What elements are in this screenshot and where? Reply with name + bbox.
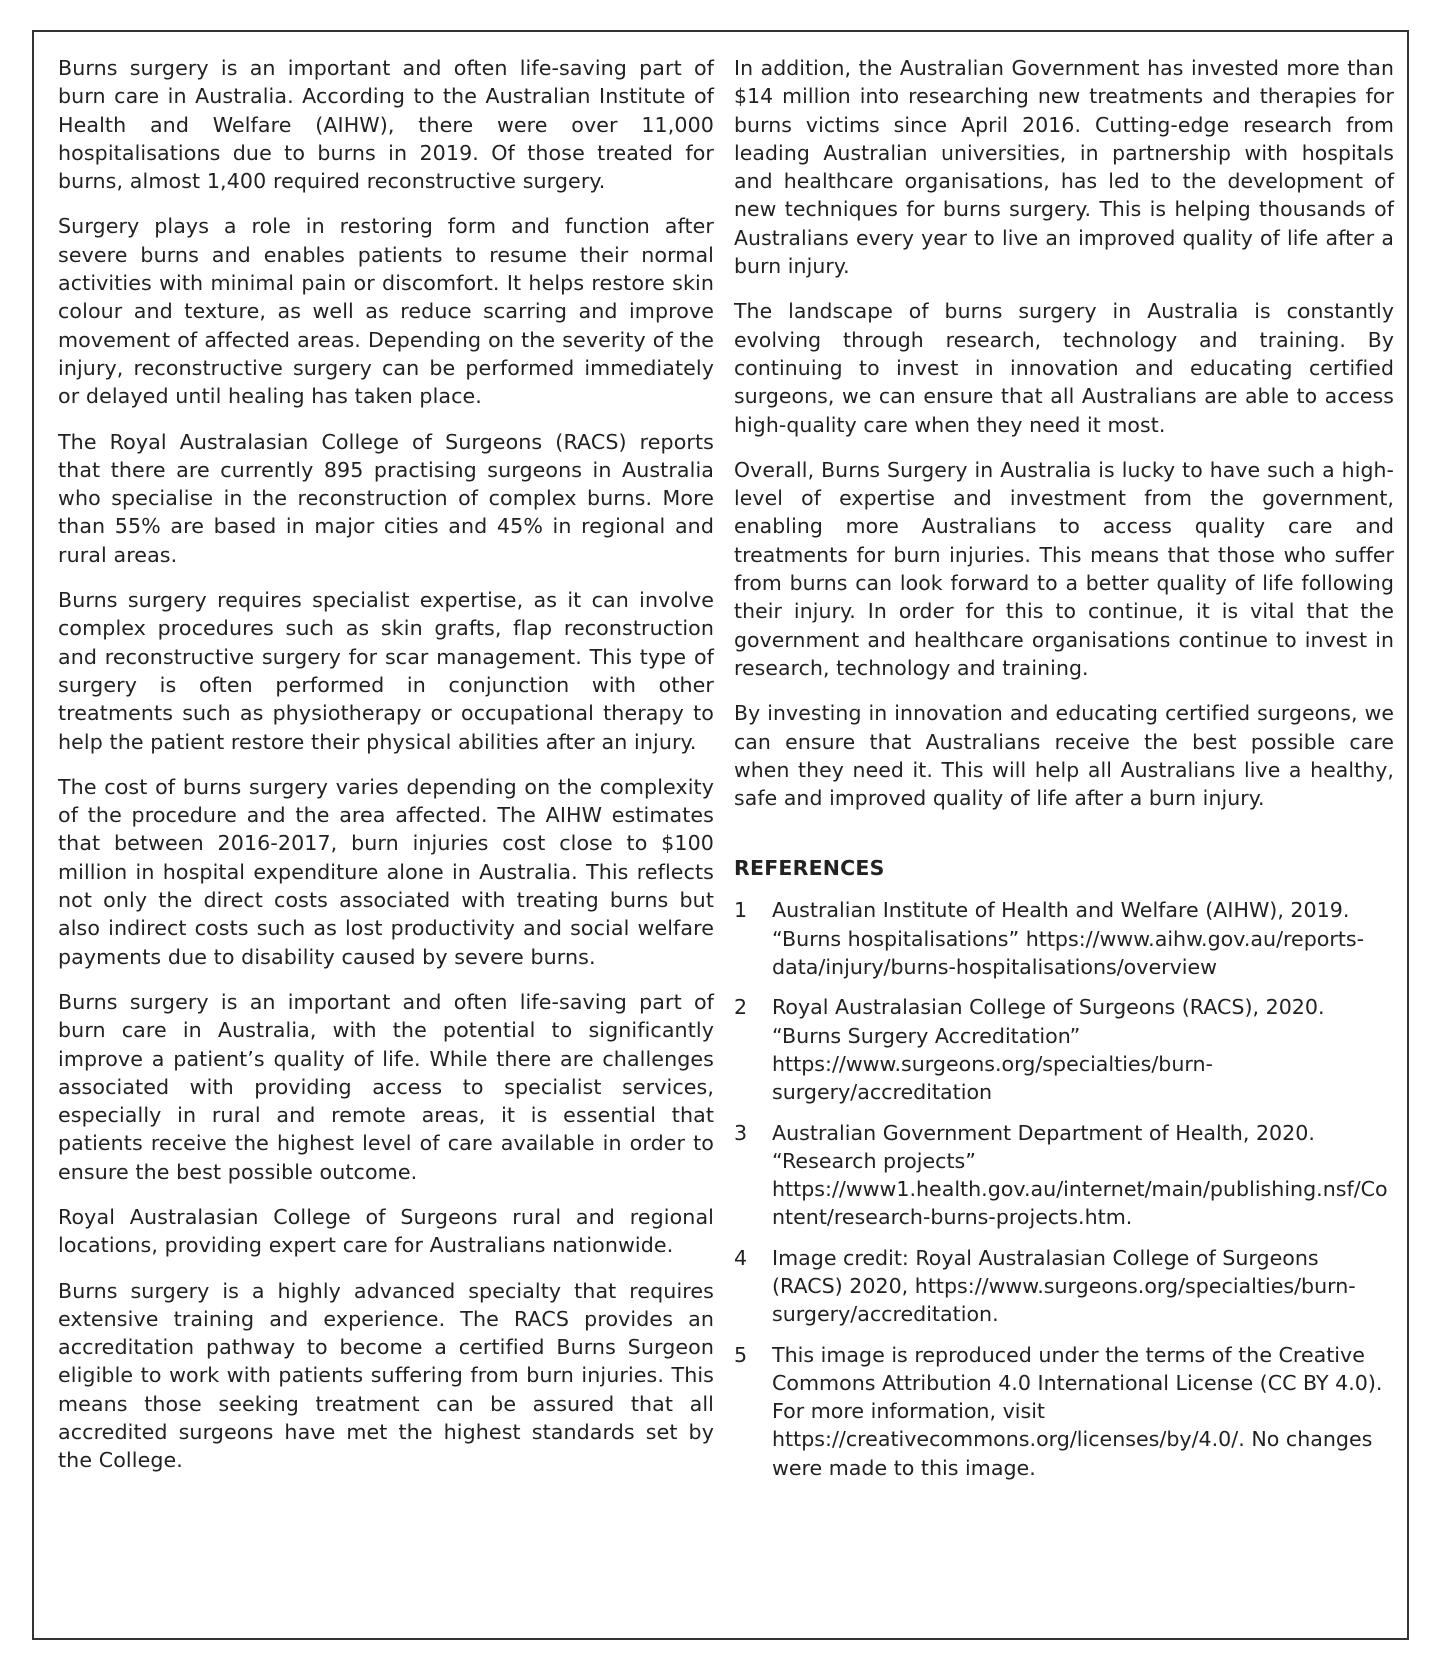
reference-number: 4 (734, 1245, 748, 1270)
paragraph: Burns surgery is an important and often life-saving part of burn care in Australia, with the potential to significantly improve a patient’s quality of life. While there are challenges associated with providing access to specialist services, especially in rural and remote areas, it is essential that patients receive the highest level of care available in order to ensure the best possible outcome. (58, 989, 714, 1184)
paragraph: Surgery plays a role in restoring form and function after severe burns and enables patients to resume their normal activities with minimal pain or discomfort. It helps restore skin colour and texture, as well as reduce scarring and improve movement of affected areas. Depending on the severity of the injury, reconstructive surgery can be performed immediately or delayed until healing has taken place. (58, 214, 714, 409)
paragraph: The landscape of burns surgery in Australia is constantly evolving through research, technology and training. By continuing to invest in innovation and educating certified surgeons, we can ensure that all Australians are able to access high-quality care when they need it most. (734, 299, 1394, 437)
paragraph: Burns surgery requires specialist expertise, as it can involve complex procedures such as skin grafts, flap reconstruction and reconstructive surgery for scar management. This type of surgery is often performed in conjunction with other treatments such as physiotherapy or occupational therapy to help the patient restore their physical abilities after an injury. (58, 588, 714, 754)
reference-text: Royal Australasian College of Surgeons (RACS), 2020. “Burns Surgery Accreditation” https://www.surgeons.org/specialties/burn-surgery/accreditation (772, 995, 1325, 1105)
reference-item (734, 1119, 1394, 1232)
reference-item (734, 896, 1394, 981)
reference-item (734, 1244, 1394, 1329)
right-column (734, 54, 1394, 1494)
paragraph: In addition, the Australian Government has invested more than $14 million into researching new treatments and therapies for burns victims since April 2016. Cutting-edge research from leading Australian universities, in partnership with hospitals and healthcare organisations, has led to the development of new techniques for burns surgery. This is helping thousands of Australians every year to live an improved quality of life after a burn injury. (734, 56, 1394, 279)
reference-item (734, 993, 1394, 1106)
reference-text: Australian Government Department of Health, 2020. “Research projects” https://www1.health.gov.au/internet/main/publishing.nsf/Content/research-burns-projects.htm. (772, 1120, 1388, 1230)
reference-item (734, 1341, 1394, 1482)
reference-number: 3 (734, 1120, 748, 1145)
reference-number: 2 (734, 995, 748, 1020)
paragraph: Royal Australasian College of Surgeons rural and regional locations, providing expert care for Australians nationwide. (58, 1204, 714, 1258)
reference-text: Australian Institute of Health and Welfare (AIHW), 2019. “Burns hospitalisations” https://www.aihw.gov.au/reports-data/injury/burns-hospitalisations/overview (772, 898, 1365, 980)
reference-number: 5 (734, 1342, 748, 1367)
reference-text: This image is reproduced under the terms of the Creative Commons Attribution 4.0 International License (CC BY 4.0). For more information, visit https://creativecommons.org/licenses/by/4.0/. No changes were made to this image. (772, 1342, 1383, 1480)
paragraph: Burns surgery is a highly advanced specialty that requires extensive training and experience. The RACS provides an accreditation pathway to become a certified Burns Surgeon eligible to work with patients suffering from burn injuries. This means those seeking treatment can be assured that all accredited surgeons have met the highest standards set by the College. (58, 1278, 714, 1473)
references-list (734, 896, 1394, 1482)
paragraph: The cost of burns surgery varies depending on the complexity of the procedure and the area affected. The AIHW estimates that between 2016-2017, burn injuries cost close to $100 million in hospital expenditure alone in Australia. This reflects not only the direct costs associated with treating burns but also indirect costs such as lost productivity and social welfare payments due to disability caused by severe burns. (58, 774, 714, 969)
left-column (58, 54, 714, 1492)
reference-text: Image credit: Royal Australasian College of Surgeons (RACS) 2020, https://www.surgeons.org/specialties/burn-surgery/accreditation. (772, 1245, 1356, 1327)
paragraph: The Royal Australasian College of Surgeons (RACS) reports that there are currently 895 practising surgeons in Australia who specialise in the reconstruction of complex burns. More than 55% are based in major cities and 45% in regional and rural areas. (58, 429, 714, 567)
references-heading: REFERENCES (734, 856, 885, 881)
paragraph: Burns surgery is an important and often life-saving part of burn care in Australia. According to the Australian Institute of Health and Welfare (AIHW), there were over 11,000 hospitalisations due to burns in 2019. Of those treated for burns, almost 1,400 required reconstructive surgery. (58, 56, 714, 194)
paragraph: Overall, Burns Surgery in Australia is lucky to have such a high-level of expertise and investment from the government, enabling more Australians to access quality care and treatments for burn injuries. This means that those who suffer from burns can look forward to a better quality of life following their injury. In order for this to continue, it is vital that the government and healthcare organisations continue to invest in research, technology and training. (734, 457, 1394, 680)
page-frame (32, 30, 1409, 1640)
paragraph: By investing in innovation and educating certified surgeons, we can ensure that Australians receive the best possible care when they need it. This will help all Australians live a healthy, safe and improved quality of life after a burn injury. (734, 701, 1394, 811)
reference-number: 1 (734, 898, 748, 923)
